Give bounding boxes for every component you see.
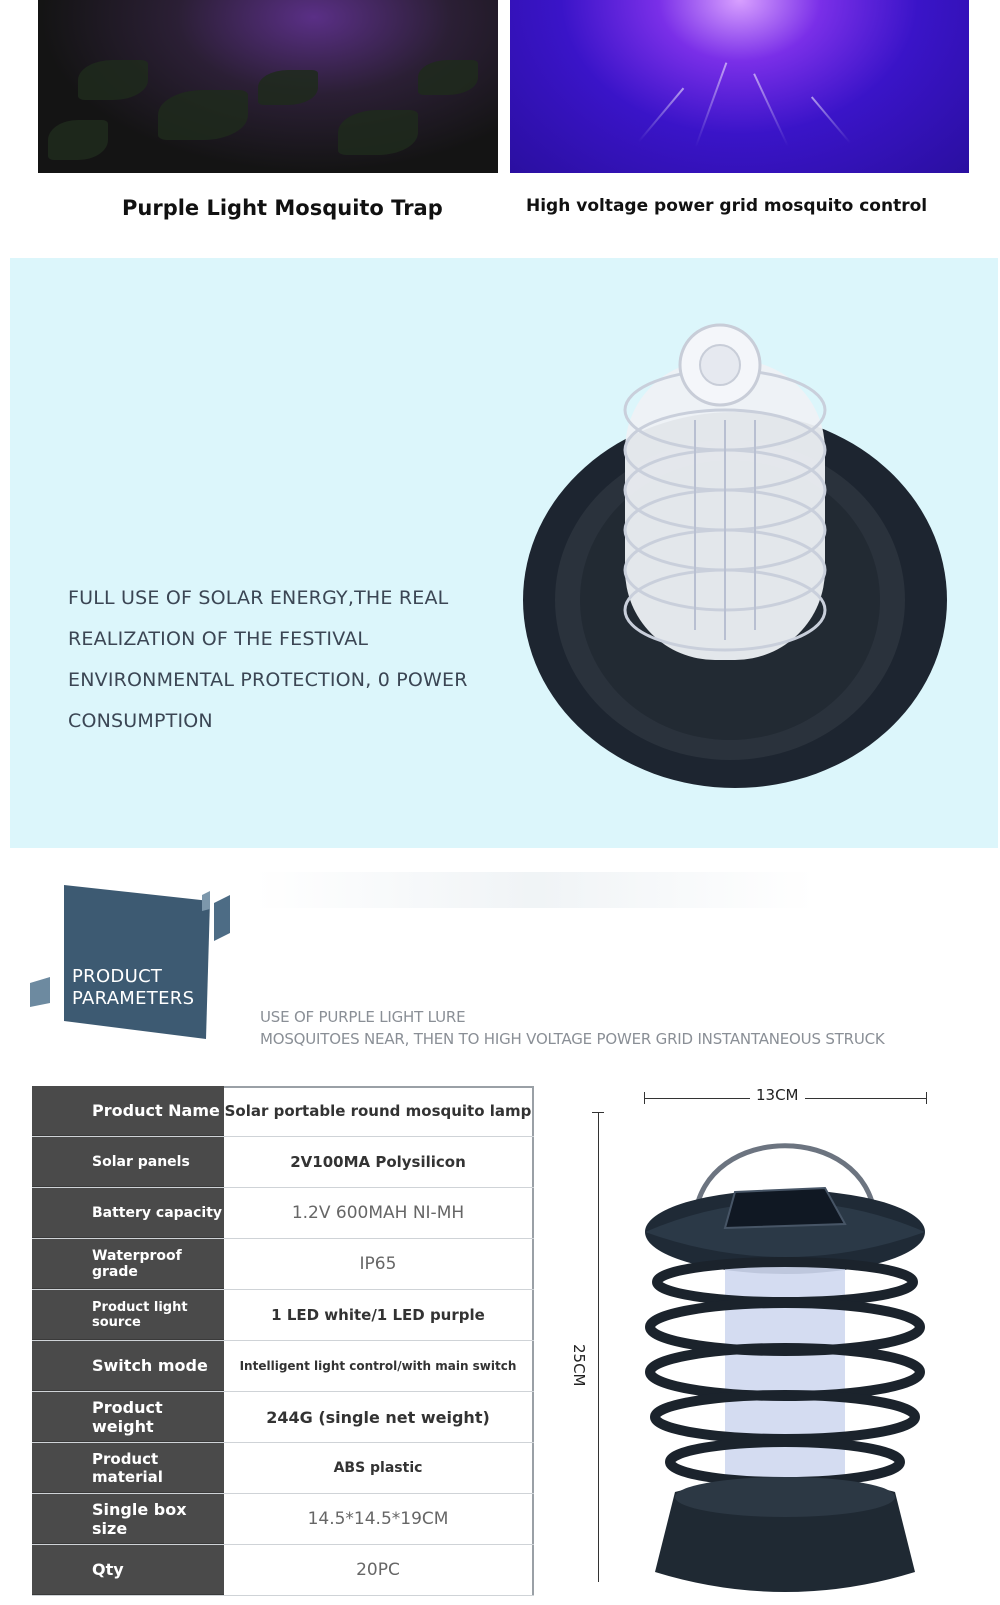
param-key: Product weight — [32, 1392, 224, 1442]
param-key: Switch mode — [32, 1341, 224, 1391]
parameters-description — [260, 1006, 885, 1050]
product-parameters-label — [72, 966, 194, 1010]
solar-text-line: ENVIRONMENTAL PROTECTION, 0 POWER — [68, 669, 468, 691]
table-row — [32, 1341, 534, 1392]
param-key: Single box size — [32, 1494, 224, 1544]
solar-text-line: REALIZATION OF THE FESTIVAL — [68, 628, 369, 650]
param-key: Waterproof grade — [32, 1239, 224, 1289]
solar-feature-text — [68, 578, 508, 742]
caption-purple-light: Purple Light Mosquito Trap — [122, 196, 443, 220]
param-value: IP65 — [224, 1239, 534, 1289]
table-row — [32, 1392, 534, 1443]
table-row — [32, 1137, 534, 1188]
dimension-tick — [926, 1092, 927, 1104]
lantern-lamp-image — [635, 1112, 935, 1605]
table-row — [32, 1545, 534, 1596]
param-value: 14.5*14.5*19CM — [224, 1494, 534, 1544]
high-voltage-photo — [510, 0, 969, 173]
solar-text-line: CONSUMPTION — [68, 710, 213, 732]
param-key: Battery capacity — [32, 1188, 224, 1238]
badge-line: PARAMETERS — [72, 988, 195, 1009]
param-value: ABS plastic — [224, 1443, 534, 1493]
param-value: 1 LED white/1 LED purple — [224, 1290, 534, 1340]
height-dimension-label: 25CM — [570, 1340, 588, 1391]
badge-line: PRODUCT — [72, 966, 163, 987]
table-row — [32, 1086, 534, 1137]
desc-line: MOSQUITOES NEAR, THEN TO HIGH VOLTAGE POWER GRID INSTANTANEOUS STRUCK — [260, 1030, 885, 1048]
table-row — [32, 1443, 534, 1494]
param-value: Solar portable round mosquito lamp — [224, 1086, 534, 1136]
caption-high-voltage: High voltage power grid mosquito control — [526, 196, 928, 216]
header-decoration — [255, 872, 815, 908]
purple-light-photo — [38, 0, 498, 173]
table-row — [32, 1239, 534, 1290]
table-row — [32, 1494, 534, 1545]
lamp-top-view-image — [515, 300, 955, 800]
width-dimension-label: 13CM — [750, 1086, 805, 1104]
param-value: 1.2V 600MAH NI-MH — [224, 1188, 534, 1238]
dimension-tick — [644, 1092, 645, 1104]
product-parameters-badge — [30, 885, 250, 1045]
param-value: 20PC — [224, 1545, 534, 1595]
height-dimension-line — [598, 1112, 599, 1582]
param-value: 2V100MA Polysilicon — [224, 1137, 534, 1187]
solar-text-line: FULL USE OF SOLAR ENERGY,THE REAL — [68, 587, 449, 609]
desc-line: USE OF PURPLE LIGHT LURE — [260, 1008, 466, 1026]
table-row — [32, 1188, 534, 1239]
parameters-table — [32, 1086, 534, 1596]
param-key: Product material — [32, 1443, 224, 1493]
param-value: Intelligent light control/with main switch — [224, 1341, 534, 1391]
dimension-tick — [592, 1112, 604, 1113]
param-key: Product light source — [32, 1290, 224, 1340]
param-key: Qty — [32, 1545, 224, 1595]
param-value: 244G (single net weight) — [224, 1392, 534, 1442]
param-key: Product Name — [32, 1086, 224, 1136]
param-key: Solar panels — [32, 1137, 224, 1187]
table-row — [32, 1290, 534, 1341]
